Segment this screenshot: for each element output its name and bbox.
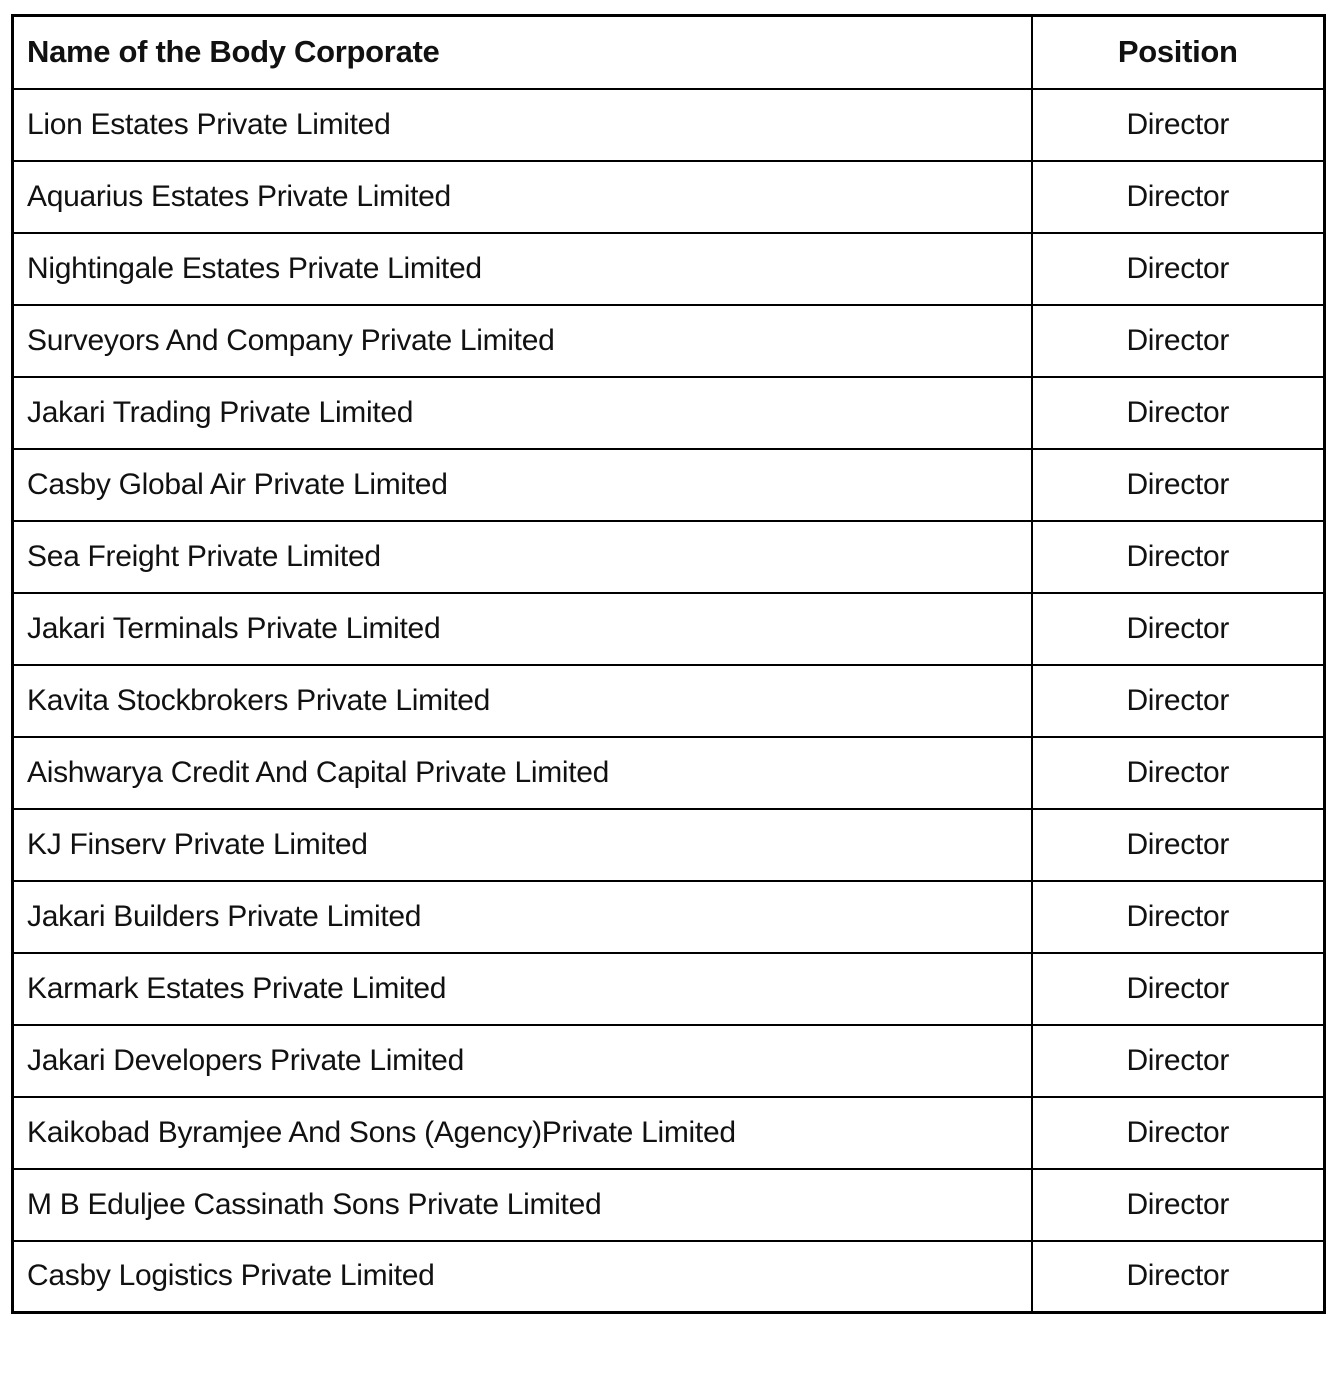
table-header (13, 16, 1325, 89)
table-row (13, 881, 1325, 953)
table-row (13, 737, 1325, 809)
position-value: Director (1032, 593, 1325, 665)
position-value: Director (1032, 377, 1325, 449)
table-row (13, 1025, 1325, 1097)
body-corporate-table (11, 14, 1326, 1314)
position-value: Director (1032, 1025, 1325, 1097)
position-value: Director (1032, 953, 1325, 1025)
position-value: Director (1032, 161, 1325, 233)
table-row (13, 89, 1325, 161)
body-corporate-name: Aquarius Estates Private Limited (13, 161, 1032, 233)
position-value: Director (1032, 881, 1325, 953)
position-value: Director (1032, 305, 1325, 377)
table-row (13, 233, 1325, 305)
column-header-name-of-body-corporate: Name of the Body Corporate (13, 16, 1032, 89)
body-corporate-name: M B Eduljee Cassinath Sons Private Limited (13, 1169, 1032, 1241)
table-row (13, 665, 1325, 737)
body-corporate-name: Aishwarya Credit And Capital Private Limited (13, 737, 1032, 809)
table-row (13, 1241, 1325, 1313)
body-corporate-name: Kaikobad Byramjee And Sons (Agency)Private Limited (13, 1097, 1032, 1169)
position-value: Director (1032, 521, 1325, 593)
table-row (13, 377, 1325, 449)
header-row (13, 16, 1325, 89)
table-row (13, 305, 1325, 377)
position-value: Director (1032, 809, 1325, 881)
position-value: Director (1032, 233, 1325, 305)
body-corporate-name: Casby Global Air Private Limited (13, 449, 1032, 521)
body-corporate-name: Surveyors And Company Private Limited (13, 305, 1032, 377)
body-corporate-name: KJ Finserv Private Limited (13, 809, 1032, 881)
table-row (13, 809, 1325, 881)
body-corporate-name: Jakari Builders Private Limited (13, 881, 1032, 953)
table-row (13, 1097, 1325, 1169)
table-row (13, 161, 1325, 233)
table-row (13, 449, 1325, 521)
body-corporate-name: Karmark Estates Private Limited (13, 953, 1032, 1025)
table-row (13, 953, 1325, 1025)
position-value: Director (1032, 737, 1325, 809)
position-value: Director (1032, 1169, 1325, 1241)
position-value: Director (1032, 89, 1325, 161)
body-corporate-name: Lion Estates Private Limited (13, 89, 1032, 161)
position-value: Director (1032, 665, 1325, 737)
body-corporate-name: Nightingale Estates Private Limited (13, 233, 1032, 305)
body-corporate-name: Jakari Trading Private Limited (13, 377, 1032, 449)
body-corporate-name: Sea Freight Private Limited (13, 521, 1032, 593)
table-body (13, 89, 1325, 1313)
table-row (13, 593, 1325, 665)
position-value: Director (1032, 1097, 1325, 1169)
table-row (13, 1169, 1325, 1241)
body-corporate-name: Jakari Developers Private Limited (13, 1025, 1032, 1097)
body-corporate-name: Casby Logistics Private Limited (13, 1241, 1032, 1313)
body-corporate-name: Kavita Stockbrokers Private Limited (13, 665, 1032, 737)
table-row (13, 521, 1325, 593)
column-header-position: Position (1032, 16, 1325, 89)
position-value: Director (1032, 1241, 1325, 1313)
position-value: Director (1032, 449, 1325, 521)
body-corporate-name: Jakari Terminals Private Limited (13, 593, 1032, 665)
